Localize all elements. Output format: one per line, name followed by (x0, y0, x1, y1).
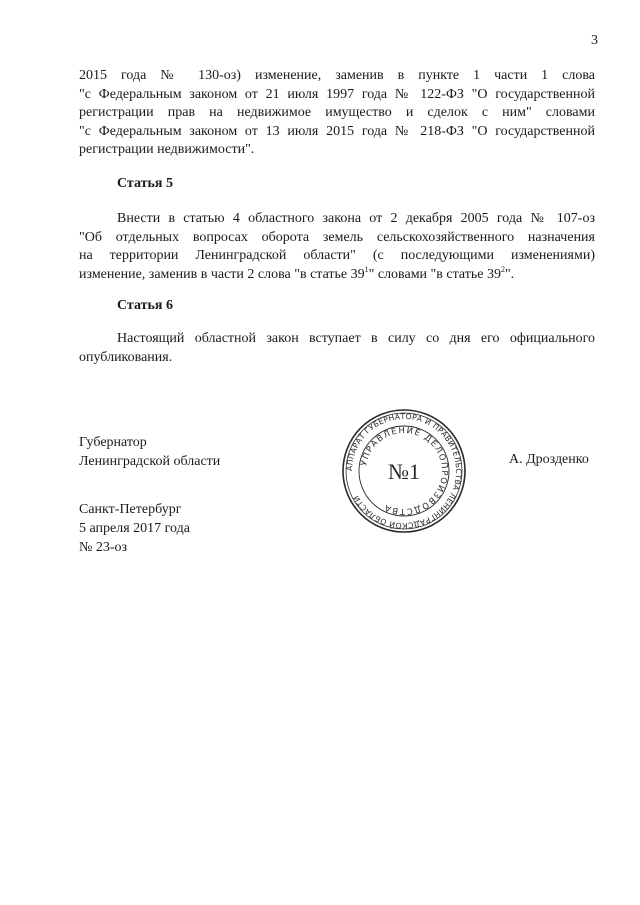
text-line: Внести в статью 4 областного закона от 2 декабря 2005 года № 107-оз (117, 211, 595, 226)
place-date-block (79, 500, 190, 557)
article-6-paragraph (79, 330, 595, 367)
signatory-title-line: Губернатор (79, 435, 147, 450)
superscript: 2 (500, 264, 505, 274)
seal-inner-text: УПРАВЛЕНИЕ ДЕЛОПРОИЗВОДСТВА (358, 424, 451, 518)
text-line: регистрации недвижимости". (79, 142, 255, 158)
text-line: Настоящий областной закон вступает в силу со дня его официального (117, 331, 595, 346)
law-number: № 23-оз (79, 540, 128, 555)
text-line: регистрации прав на недвижимое имущество и сделок с ним" словами (79, 105, 595, 121)
seal-outer-text: АППАРАТ ГУБЕРНАТОРА И ПРАВИТЕЛЬСТВА ЛЕНИНГРАДСКОЙ ОБЛАСТИ (344, 411, 464, 531)
date: 5 апреля 2017 года (79, 521, 190, 536)
article-5-heading: Статья 5 (117, 176, 173, 191)
signatory-title (79, 433, 220, 471)
signatory-title-line: Ленинградской области (79, 454, 221, 469)
text-line: "с Федеральным законом от 21 июля 1997 года № 122-ФЗ "О государственной (79, 86, 595, 102)
text-line: опубликования. (79, 349, 173, 365)
text-line: "с Федеральным законом от 13 июля 2015 года № 218-ФЗ "О государственной (79, 123, 595, 139)
text-line-with-superscripts (79, 266, 595, 285)
superscript: 1 (364, 264, 369, 274)
text-line: на территории Ленинградской области" (с последующими изменениями) (79, 248, 595, 264)
article-6-heading: Статья 6 (117, 298, 173, 313)
page-number: 3 (591, 33, 598, 48)
text-line: 2015 года № 130-оз) изменение, заменив в пункте 1 части 1 слова (79, 68, 595, 83)
article-5-paragraph (79, 210, 595, 284)
seal-number: №1 (388, 459, 420, 484)
signatory-name: А. Дрозденко (509, 452, 589, 467)
text-fragment: " словами "в статье 39 (368, 266, 501, 282)
city: Санкт-Петербург (79, 502, 182, 517)
intro-paragraph (79, 67, 595, 160)
official-seal-icon (341, 408, 467, 534)
text-fragment: ". (504, 266, 515, 282)
text-fragment: изменение, заменив в части 2 слова "в статье 39 (79, 266, 365, 282)
text-line: "Об отдельных вопросах оборота земель сельскохозяйственного назначения (79, 229, 595, 245)
